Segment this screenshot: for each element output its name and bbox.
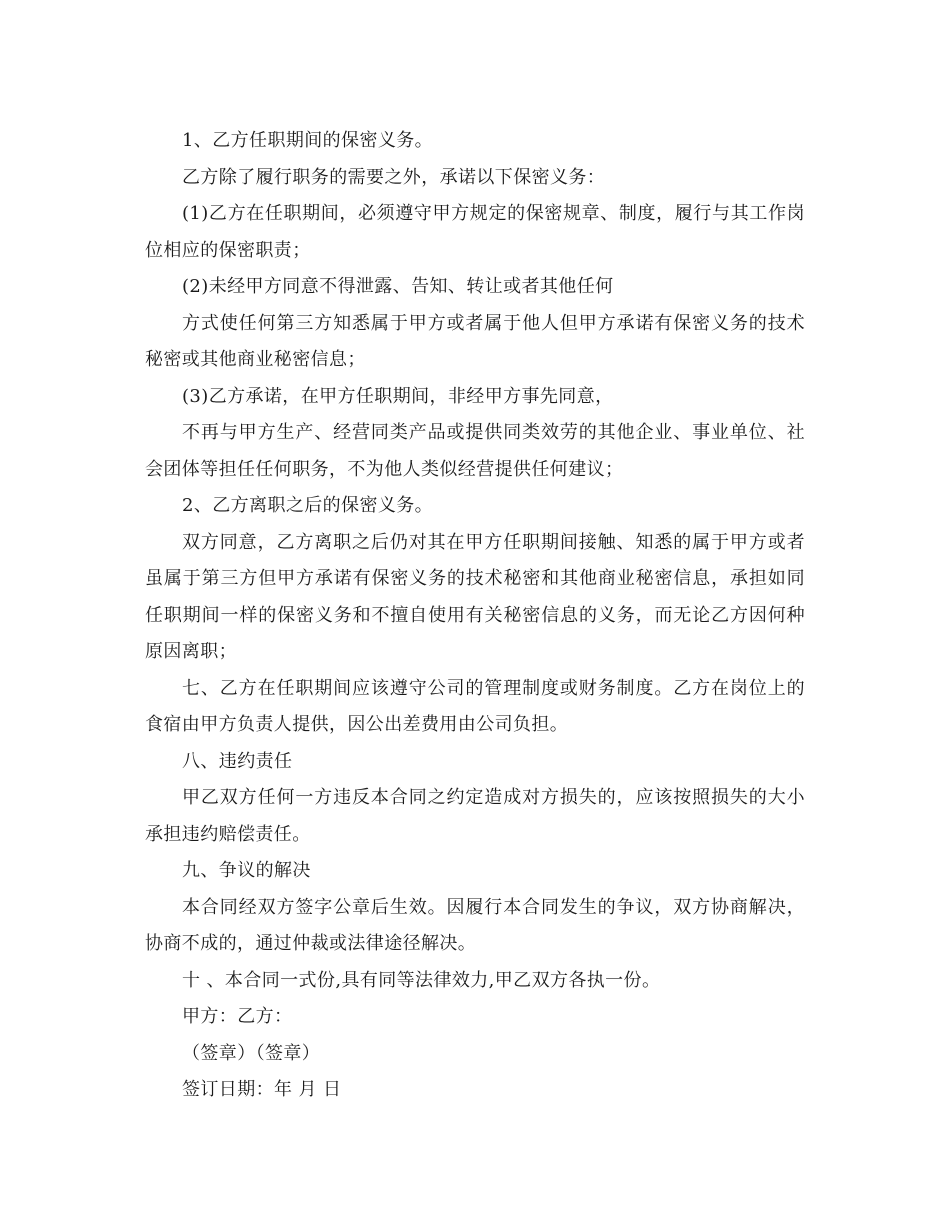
- section-7: 七、乙方在任职期间应该遵守公司的管理制度或财务制度。乙方在岗位上的食宿由甲方负责人提供，因公出差费用由公司负担。: [145, 677, 805, 735]
- party-labels: 甲方：乙方：: [182, 1006, 293, 1027]
- section-10: 十 、本合同一式份,具有同等法律效力,甲乙双方各执一份。: [182, 969, 661, 991]
- document-body: [145, 123, 805, 1109]
- section-9-body: 本合同经双方签字公章后生效。因履行本合同发生的争议，双方协商解决，协商不成的，通过仲裁或法律途径解决。: [145, 896, 805, 954]
- clause-1-heading: 1、乙方任职期间的保密义务。: [182, 130, 434, 151]
- signature-labels: （签章）（签章）: [182, 1042, 321, 1064]
- section-8-heading: 八、违约责任: [182, 750, 293, 772]
- obligation-item-3-continued: 不再与甲方生产、经营同类产品或提供同类效劳的其他企业、事业单位、社会团体等担任任何职务，不为他人类似经营提供任何建议；: [145, 422, 805, 480]
- clause-2-heading: 2、乙方离职之后的保密义务。: [182, 495, 434, 516]
- post-employment-obligation: 双方同意，乙方离职之后仍对其在甲方任职期间接触、知悉的属于甲方或者虽属于第三方但甲方承诺有保密义务的技术秘密和其他商业秘密信息，承担如同任职期间一样的保密义务和不擅自使用有关秘密信息的义务，而无论乙方因何种原因离职；: [145, 531, 805, 662]
- obligation-item-2-continued: 方式使任何第三方知悉属于甲方或者属于他人但甲方承诺有保密义务的技术秘密或其他商业秘密信息；: [145, 312, 805, 370]
- signing-date: 签订日期：年 月 日: [182, 1079, 342, 1100]
- obligation-item-2: (2)未经甲方同意不得泄露、告知、转让或者其他任何: [182, 276, 614, 297]
- confidentiality-intro: 乙方除了履行职务的需要之外，承诺以下保密义务：: [182, 166, 606, 188]
- section-9-heading: 九、争议的解决: [182, 860, 311, 881]
- obligation-item-1: (1)乙方在任职期间，必须遵守甲方规定的保密规章、制度，履行与其工作岗位相应的保密职责；: [145, 203, 805, 261]
- obligation-item-3: (3)乙方承诺，在甲方任职期间，非经甲方事先同意，: [182, 385, 614, 407]
- section-8-body: 甲乙双方任何一方违反本合同之约定造成对方损失的，应该按照损失的大小承担违约赔偿责任。: [145, 787, 805, 845]
